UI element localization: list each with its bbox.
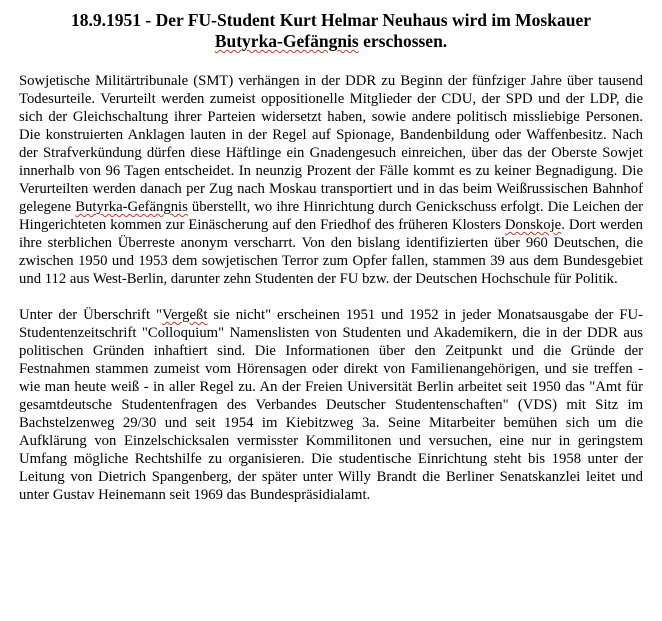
paragraph-2 — [19, 306, 643, 504]
document-body — [19, 72, 643, 504]
title-prison-name: Butyrka-Gefängnis — [214, 31, 359, 51]
document-title — [20, 10, 642, 52]
paragraph-1-text-b: überstellt, wo ihre Hinrichtung durch Genickschuss erfolgt. Die Leichen der Hingerichteten kommen zur Einäscherung auf den Friedhof des früheren Klosters — [19, 199, 643, 233]
title-line-2-rest: erschossen. — [358, 31, 448, 51]
paragraph-2-text-a: Unter der Überschrift " — [19, 307, 163, 323]
paragraph-1-text-a: Sowjetische Militärtribunale (SMT) verhängen in der DDR zu Beginn der fünfziger Jahre über tausend Todesurteile. Verurteilt werden zumeist oppositionelle Mitglieder der CDU, der SPD und der LDP, die sich der Gleichschaltung ihrer Parteien widersetzt haben, sowie andere politisch missliebige Personen. Die konstruierten Anklagen lauten in der Regel auf Spionage, Bandenbildung oder Waffenbesitz. Nach der Strafverkündung dürfen diese Häftlinge ein Gnadengesuch einreichen, über das der Oberste Sowjet innerhalb von 96 Tagen entscheidet. In neunzig Prozent der Fälle kommt es zu keiner Begnadigung. Die Verurteilten werden danach per Zug nach Moskau transportiert und in das beim Weißrussischen Bahnhof gelegene — [19, 73, 643, 215]
paragraph-2-text-b: sie nicht" erscheinen 1951 und 1952 in jeder Monatsausgabe der FU-Studentenzeitschrift "Colloquium" Namenslisten von Studenten und Akademikern, die in der DDR aus politischen Gründen inhaftiert sind. Die Informationen über den Zeitpunkt und die Gründe der Festnahmen stammen zumeist vom Hörensagen oder direkt von Familienangehörigen, und sie treffen - wie man heute weiß - in aller Regel zu. An der Freien Universität Berlin arbeitet seit 1950 das "Amt für gesamtdeutsche Studentenfragen des Verbandes Deutscher Studentenschaften" (VDS) mit Sitz im Bachstelzenweg 29/30 und seit 1954 im Kiebitzweg 3a. Seine Mitarbeiter bemühen sich um die Aufklärung von Einzelschicksalen vermisster Kommilitonen und versuchen, eine nur in geringstem Umfang mögliche Rechtshilfe zu organisieren. Die studentische Einrichtung steht bis 1958 unter der Leitung von Dietrich Spangenberg, der später unter Willy Brandt die Berliner Senatskanzlei leitet und unter Gustav Heinemann seit 1969 das Bundespräsidialamt. — [19, 307, 643, 503]
title-line-1: 18.9.1951 - Der FU-Student Kurt Helmar Neuhaus wird im Moskauer — [71, 10, 591, 30]
spellcheck-marked-word: Vergeßt — [162, 307, 208, 323]
spellcheck-marked-word: Butyrka-Gefängnis — [75, 199, 188, 215]
spellcheck-marked-word: Donskoje — [504, 217, 562, 233]
paragraph-1-text-c: . Dort werden ihre sterblichen Überreste anonym verscharrt. Von den bislang identifizierten über 960 Deutschen, die zwischen 1950 und 1953 dem sowjetischen Terror zum Opfer fallen, stammen 39 aus dem Bundesgebiet und 112 aus West-Berlin, darunter zehn Studenten der FU bzw. der Deutschen Hochschule für Politik. — [19, 217, 643, 287]
paragraph-1 — [19, 72, 643, 288]
